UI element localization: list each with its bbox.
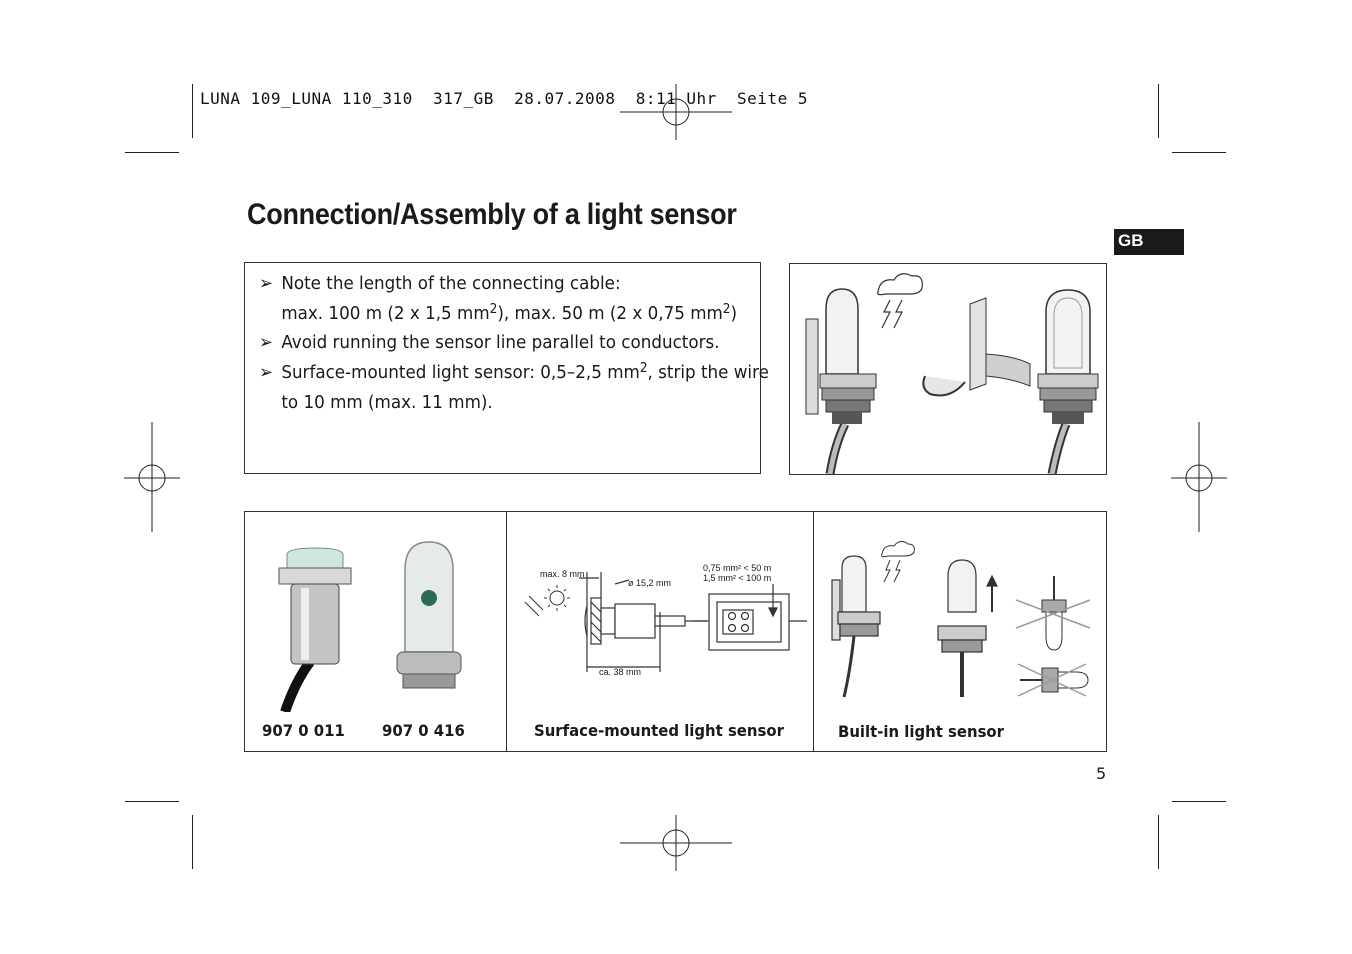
arrow-bullet-icon: ➢ bbox=[259, 332, 274, 353]
registration-mark-left bbox=[124, 422, 180, 532]
light-rays-icon bbox=[525, 596, 543, 616]
registration-mark-right bbox=[1171, 422, 1227, 532]
cable-limit-line2: 1,5 mm² < 100 m bbox=[703, 573, 772, 583]
sensor-907-0-011-photo bbox=[279, 548, 351, 712]
arrow-bullet-icon: ➢ bbox=[259, 273, 274, 294]
note-strip-wire: to 10 mm (max. 11 mm). bbox=[281, 392, 493, 413]
product-label-907-0-011: 907 0 011 bbox=[262, 721, 345, 740]
diameter-label: ø 15,2 mm bbox=[628, 578, 672, 588]
max-depth-label: max. 8 mm bbox=[540, 569, 585, 579]
sensor-907-0-416-photo bbox=[397, 542, 461, 688]
cloud-lightning-icon bbox=[878, 274, 923, 328]
notes-box bbox=[244, 262, 769, 474]
language-tab: GB bbox=[1114, 229, 1184, 255]
note-cable-values: max. 100 m (2 x 1,5 $mm^2$), max. 50 m (2 x 0,75 $mm^2$) bbox=[281, 302, 738, 324]
builtin-sensor-with-bracket bbox=[832, 556, 880, 697]
wrong-orientation-horizontal-icon bbox=[1018, 664, 1088, 696]
wrong-orientation-down-icon bbox=[1016, 576, 1090, 650]
cable-limit-line1: 0,75 mm² < 50 m bbox=[703, 563, 772, 573]
arrow-bullet-icon: ➢ bbox=[259, 362, 274, 383]
mounting-clip-illustration bbox=[923, 298, 1030, 396]
note-surface-mounted: ➢ Surface-mounted light sensor: 0,5–2,5 $mm^2$, strip the wire bbox=[259, 361, 769, 383]
surface-mounted-caption: Surface-mounted light sensor bbox=[534, 721, 784, 740]
page-title: Connection/Assembly of a light sensor bbox=[247, 198, 737, 231]
note-parallel: ➢ Avoid running the sensor line parallel to conductors. bbox=[259, 332, 720, 353]
sensor-illustration bbox=[1038, 290, 1098, 474]
surface-mounted-panel bbox=[506, 511, 814, 752]
sensor-mounting-photo bbox=[789, 263, 1107, 475]
built-in-panel bbox=[813, 511, 1107, 752]
print-header: LUNA 109_LUNA 110_310 317_GB 28.07.2008 8:11 Uhr Seite 5 bbox=[200, 89, 808, 108]
built-in-caption: Built-in light sensor bbox=[838, 722, 1005, 741]
sun-icon bbox=[544, 585, 570, 611]
product-label-907-0-416: 907 0 416 bbox=[382, 721, 465, 740]
product-panel bbox=[244, 511, 507, 752]
junction-box-drawing bbox=[693, 584, 807, 650]
builtin-sensor-upright bbox=[938, 560, 997, 697]
length-label: ca. 38 mm bbox=[599, 667, 642, 677]
sensor-with-bracket-illustration bbox=[806, 289, 876, 474]
note-cable-length: ➢ Note the length of the connecting cable: bbox=[259, 273, 621, 294]
registration-mark-bottom bbox=[620, 815, 732, 871]
page-number: 5 bbox=[1096, 764, 1107, 783]
cloud-lightning-icon bbox=[882, 541, 915, 582]
